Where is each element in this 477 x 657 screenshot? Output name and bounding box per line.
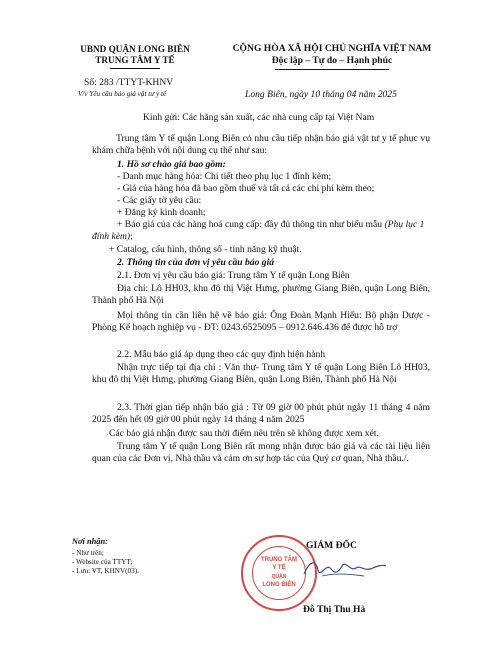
section1-title: 1. Hồ sơ chào giá bao gồm: [117, 159, 226, 170]
intro-paragraph: Trung tâm Y tế quận Long Biên có nhu cầu tiếp nhận báo giá vật tư y tế phục vụ khám chữa bệnh với nội dung cụ thể như sau: [92, 133, 430, 156]
section2-2-receive: Nhận trực tiếp tại địa chỉ : Văn thư- Trung tâm Y tế quận Long Biên Lô HH03, khu đô thị Việt Hưng, phường Giang Biên, quận Long Biên, Thành phố Hà Nội [92, 362, 430, 385]
recipients-item: - Như trên; [72, 549, 104, 557]
section2-1-address: Địa chỉ: Lô HH03, khu đô thị Việt Hưng, phường Giang Biên, quận Long Biên, Thành phố Hà Nội [92, 283, 430, 306]
section1-line6: + Catalog, cấu hình, thông số - tính năng kỹ thuật. [109, 244, 302, 255]
issuer-line1: UBND QUẬN LONG BIÊN [80, 44, 190, 54]
signer-position: GIÁM ĐỐC [306, 540, 357, 551]
section2-1-contact: Mọi thông tin cần liên hệ về báo giá: Ông Đoàn Mạnh Hiếu: Bộ phận Dược - Phòng Kế hoạch nghiệp vụ - ĐT: 0243.6525095 – 0912.646.436 để được hỗ trợ [92, 310, 430, 333]
nation-title: CỘNG HÒA XÃ HỘI CHỦ NGHĨA VIỆT NAM [232, 43, 432, 54]
section2-2: 2.2. Mẫu báo giá áp dụng theo các quy định hiện hành [117, 349, 326, 360]
seal-text-top: TRUNG TÂM [261, 557, 297, 563]
doc-subject: V/v Yêu cầu báo giá vật tư y tế [78, 90, 167, 98]
recipients-item: - Lưu: VT, KHNV(03). [72, 567, 139, 575]
seal-text-sub: QUẬN [271, 574, 287, 580]
seal-text-middle: Y TẾ [272, 565, 286, 571]
section1-line5-text: + Báo giá của các hàng hoá cung cấp: đầy đủ thông tin như biểu mẫu [117, 219, 385, 230]
section1-line3: - Các giấy tờ yêu cầu: [117, 195, 202, 206]
section1-line2: - Giá của hàng hóa đã bao gồm thuế và tất cả các chi phí kèm theo; [117, 183, 375, 194]
doc-number: Số: 283 /TTYT-KHNV [84, 77, 174, 88]
section2-title: 2. Thông tin của đơn vị yêu cầu báo giá [117, 257, 275, 268]
section2-3: 2.3. Thời gian tiếp nhận báo giá : Từ 09 giờ 00 phút phút ngày 11 tháng 4 năm 2025 đến hết 09 giờ 00 phút ngày 14 tháng 4 năm 2025 [92, 402, 430, 425]
recipients-item: - Website của TTYT; [72, 558, 133, 566]
section2-1: 2.1. Đơn vị yêu cầu báo giá: Trung tâm Y tế quận Long Biên [117, 270, 350, 281]
section1-line4: + Đăng ký kinh doanh; [117, 207, 206, 218]
signer-name: Đỗ Thị Thu Hà [303, 604, 366, 615]
section1-line5-annex: (Phụ lục 1 đính kèm) [92, 219, 425, 242]
late-note: Các báo giá nhận được sau thời điểm nêu trên sẽ không được xem xét. [109, 428, 379, 439]
closing-paragraph: Trung tâm Y tế quận Long Biên rất mong nhận được báo giá và các tài liệu liên quan của các Đơn vị, Nhà thầu và cảm ơn sự hợp tác của Quý cơ quan, Nhà thầu./. [92, 441, 430, 464]
date-line: Long Biên, ngày 10 tháng 04 năm 2025 [245, 89, 397, 100]
handwritten-signature [300, 554, 390, 584]
seal-inner-ring [252, 546, 306, 600]
section1-line5 [92, 219, 430, 243]
issuer-line2: TRUNG TÂM Y TẾ [95, 55, 175, 65]
recipients-title: Nơi nhận: [72, 537, 108, 546]
recipient-line: Kính gửi: Các hãng sản xuất, các nhà cung cấp tại Việt Nam [143, 112, 375, 123]
issuer-underline [110, 68, 160, 69]
nation-motto: Độc lập – Tự do – Hạnh phúc [271, 55, 393, 66]
section1-line1: - Danh mục hàng hóa: Chi tiết theo phụ lục 1 đính kèm; [117, 171, 332, 182]
section1-line5-end: ; [130, 231, 133, 242]
motto-underline [275, 69, 389, 70]
seal-text-bottom: LONG BIÊN [262, 582, 296, 588]
